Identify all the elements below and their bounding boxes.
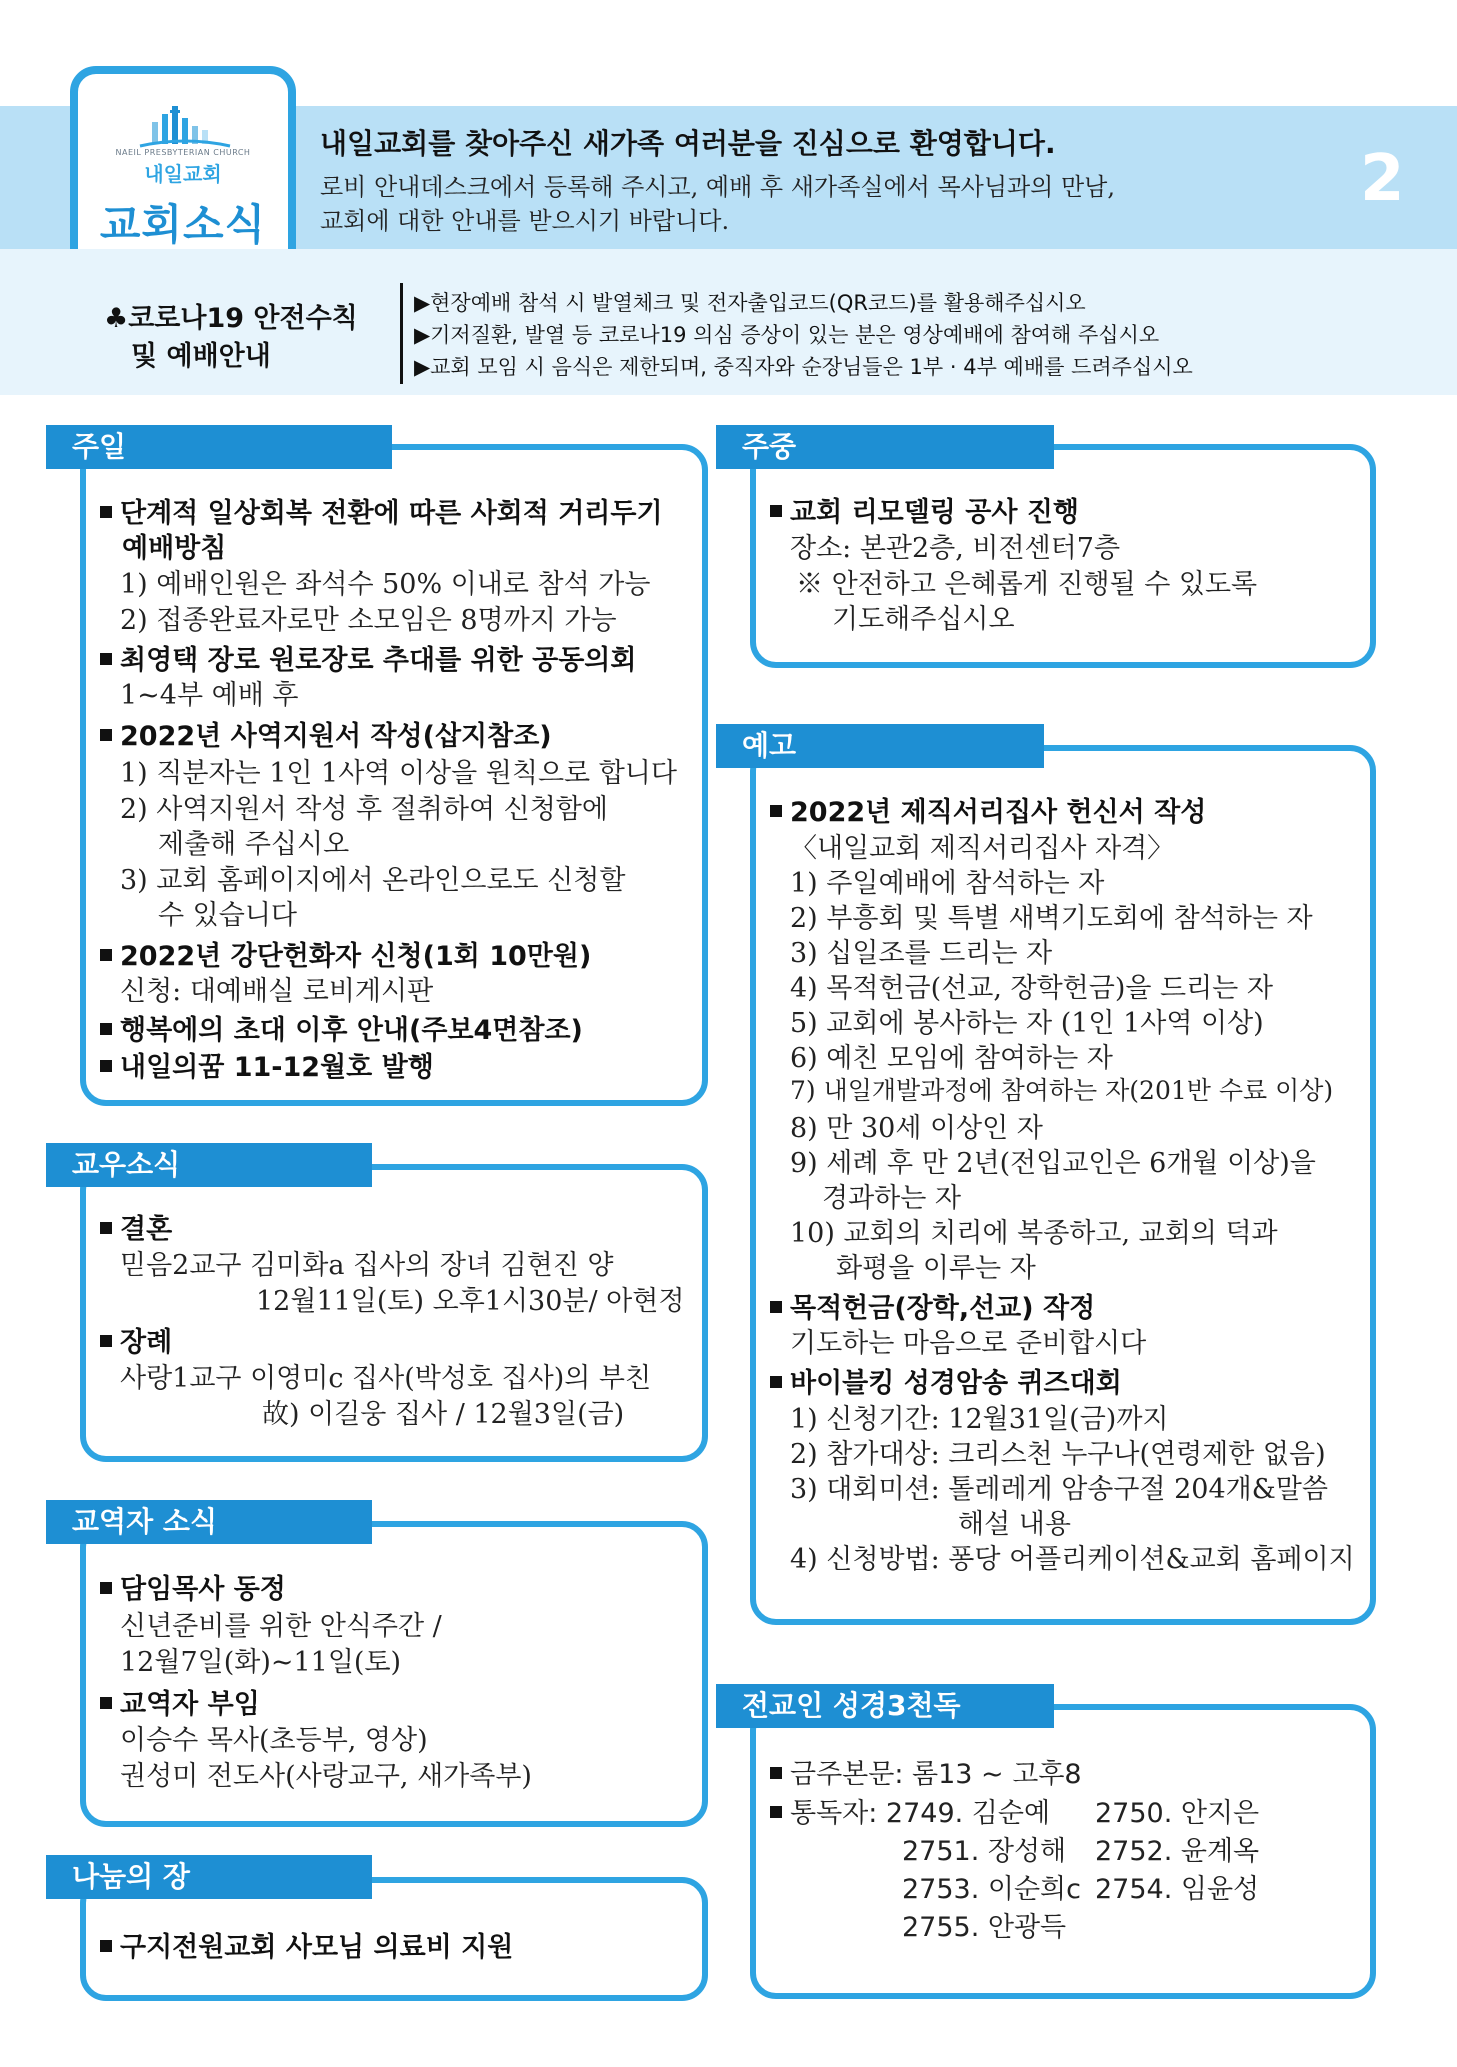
page-number: 2 xyxy=(1360,142,1405,216)
juil-item-text: 2) 접종완료자로만 소모임은 8명까지 가능 xyxy=(120,605,617,636)
jeongyoin-reader: 2750. 안지은 xyxy=(1095,1798,1260,1829)
welcome-text-line-1: 로비 안내데스크에서 등록해 주시고, 예배 후 새가족실에서 목사님과의 만남, xyxy=(320,173,1115,201)
yego-item-text: 8) 만 30세 이상인 자 xyxy=(790,1113,1043,1144)
juil-item-heading: 최영택 장로 원로장로 추대를 위한 공동의회 xyxy=(100,638,636,677)
section-yego-title: 예고 xyxy=(716,724,1044,768)
gyowoo-item-text: 12월11일(토) 오후1시30분/ 아현정 xyxy=(256,1286,685,1317)
church-logo-icon xyxy=(130,96,240,156)
bullet-icon xyxy=(770,505,782,517)
jeongyoin-reader: 2755. 안광득 xyxy=(902,1912,1067,1943)
jujung-item-heading: 교회 리모델링 공사 진행 xyxy=(770,490,1079,529)
gyoyeokja-item-heading: 담임목사 동정 xyxy=(100,1567,286,1606)
bullet-icon xyxy=(100,1335,112,1347)
section-gyowoo-title: 교우소식 xyxy=(46,1143,372,1187)
bullet-icon xyxy=(100,1697,112,1709)
yego-item-heading: 목적헌금(장학,선교) 작정 xyxy=(770,1286,1095,1325)
bullet-icon xyxy=(100,1582,112,1594)
juil-item-text: 제출해 주십시오 xyxy=(158,829,350,860)
corona-rule-3: ▶교회 모임 시 음식은 제한되며, 중직자와 순장님들은 1부 · 4부 예배를 드려주십시오 xyxy=(414,355,1193,379)
gyoyeokja-item-text: 신년준비를 위한 안식주간 / xyxy=(120,1611,442,1642)
bullet-icon xyxy=(770,805,782,817)
gyoyeokja-item-heading: 교역자 부임 xyxy=(100,1682,260,1721)
yego-item-text: 경과하는 자 xyxy=(822,1183,961,1214)
section-jeongyoin-title: 전교인 성경3천독 xyxy=(716,1684,1054,1728)
yego-item-text: 10) 교회의 치리에 복종하고, 교회의 덕과 xyxy=(790,1218,1278,1249)
juil-item-heading: 행복에의 초대 이후 안내(주보4면참조) xyxy=(100,1008,583,1047)
bullet-icon xyxy=(770,1301,782,1313)
jeongyoin-reader: 2753. 이순희c xyxy=(902,1874,1081,1905)
section-nanum-title: 나눔의 장 xyxy=(46,1855,372,1899)
yego-item-text: 5) 교회에 봉사하는 자 (1인 1사역 이상) xyxy=(790,1008,1264,1039)
gyoyeokja-item-text: 이승수 목사(초등부, 영상) xyxy=(120,1725,428,1756)
juil-item-heading: 2022년 강단헌화자 신청(1회 10만원) xyxy=(100,934,591,973)
juil-item-text: 1) 예배인원은 좌석수 50% 이내로 참석 가능 xyxy=(120,569,651,600)
logo-box xyxy=(70,66,296,278)
bullet-icon xyxy=(100,1023,112,1035)
yego-item-text: 3) 십일조를 드리는 자 xyxy=(790,938,1053,969)
yego-item-text: 3) 대회미션: 톨레레게 암송구절 204개&말씀 xyxy=(790,1474,1328,1505)
corona-divider xyxy=(400,283,403,384)
yego-item-text: 6) 예친 모임에 참여하는 자 xyxy=(790,1043,1113,1074)
jeongyoin-reader: 2754. 임윤성 xyxy=(1095,1874,1260,1905)
corona-rule-1: ▶현장예배 참석 시 발열체크 및 전자출입코드(QR코드)를 활용해주십시오 xyxy=(414,291,1086,315)
bullet-icon xyxy=(770,1376,782,1388)
gyowoo-item-heading: 장례 xyxy=(100,1320,172,1359)
yego-item-heading: 2022년 제직서리집사 헌신서 작성 xyxy=(770,790,1206,829)
bullet-icon xyxy=(100,1060,112,1072)
yego-item-text: 기도하는 마음으로 준비합시다 xyxy=(790,1328,1147,1359)
yego-item-text: 1) 신청기간: 12월31일(금)까지 xyxy=(790,1404,1169,1435)
bullet-icon xyxy=(100,506,112,518)
yego-item-text: 2) 참가대상: 크리스천 누구나(연령제한 없음) xyxy=(790,1439,1326,1470)
corona-subtitle: 및 예배안내 xyxy=(131,341,271,372)
bullet-icon xyxy=(100,653,112,665)
gyowoo-item-text: 믿음2교구 김미화a 집사의 장녀 김현진 양 xyxy=(120,1250,614,1281)
juil-item-heading: 내일의꿈 11-12월호 발행 xyxy=(100,1045,434,1084)
juil-item-heading: 2022년 사역지원서 작성(삽지참조) xyxy=(100,714,552,753)
yego-item-text: 7) 내일개발과정에 참여하는 자(201반 수료 이상) xyxy=(790,1076,1334,1105)
yego-item-heading: 바이블킹 성경암송 퀴즈대회 xyxy=(770,1361,1122,1400)
nanum-item-heading: 구지전원교회 사모님 의료비 지원 xyxy=(100,1925,513,1964)
jeongyoin-reader: 2752. 윤계옥 xyxy=(1095,1836,1260,1867)
jeongyoin-reader-label: 통독자: 2749. 김순예 xyxy=(770,1791,1050,1830)
jujung-item-text: ※ 안전하고 은혜롭게 진행될 수 있도록 xyxy=(796,569,1258,600)
yego-item-text: 화평을 이루는 자 xyxy=(836,1253,1036,1284)
section-gyoyeokja-title: 교역자 소식 xyxy=(46,1500,372,1544)
juil-item-text: 신청: 대예배실 로비게시판 xyxy=(120,976,434,1007)
juil-item-text: 2) 사역지원서 작성 후 절취하여 신청함에 xyxy=(120,794,608,825)
juil-item-text: 1) 직분자는 1인 1사역 이상을 원칙으로 합니다 xyxy=(120,758,677,789)
gyowoo-item-text: 사랑1교구 이영미c 집사(박성호 집사)의 부친 xyxy=(120,1363,652,1394)
bullet-icon xyxy=(100,949,112,961)
yego-item-text: 9) 세례 후 만 2년(전입교인은 6개월 이상)을 xyxy=(790,1148,1316,1179)
welcome-title: 내일교회를 찾아주신 새가족 여러분을 진심으로 환영합니다. xyxy=(320,127,1056,160)
jeongyoin-reading-passage: 금주본문: 롬13 ~ 고후8 xyxy=(770,1752,1082,1791)
gyoyeokja-item-text: 권성미 전도사(사랑교구, 새가족부) xyxy=(120,1761,532,1792)
logo-text: 내일교회 xyxy=(144,162,222,186)
section-juil-title: 주일 xyxy=(46,425,392,469)
corona-rule-2: ▶기저질환, 발열 등 코로나19 의심 증상이 있는 분은 영상예배에 참여해 주십시오 xyxy=(414,323,1160,347)
yego-item-text: 해설 내용 xyxy=(958,1509,1071,1540)
welcome-text-line-2: 교회에 대한 안내를 받으시기 바랍니다. xyxy=(320,207,730,235)
bullet-icon xyxy=(100,729,112,741)
jujung-item-text: 장소: 본관2층, 비전센터7층 xyxy=(790,533,1121,564)
yego-item-text: 4) 신청방법: 퐁당 어플리케이션&교회 홈페이지 xyxy=(790,1544,1355,1575)
gyowoo-item-heading: 결혼 xyxy=(100,1207,172,1246)
section-jujung-title: 주중 xyxy=(716,425,1054,469)
yego-item-text: 1) 주일예배에 참석하는 자 xyxy=(790,868,1105,899)
corona-title: ♣코로나19 안전수칙 xyxy=(104,303,358,334)
juil-item-text: 3) 교회 홈페이지에서 온라인으로도 신청할 xyxy=(120,865,626,896)
page-title: 교회소식 xyxy=(99,200,267,249)
juil-item-heading: 단계적 일상회복 전환에 따른 사회적 거리두기 xyxy=(100,491,663,530)
jeongyoin-reader: 2751. 장성해 xyxy=(902,1836,1067,1867)
bullet-icon xyxy=(770,1767,782,1779)
bullet-icon xyxy=(770,1806,782,1818)
juil-item-heading-cont: 예배방침 xyxy=(122,533,227,564)
logo-subtitle: NAEIL PRESBYTERIAN CHURCH xyxy=(115,148,251,157)
yego-item-text: 4) 목적헌금(선교, 장학헌금)을 드리는 자 xyxy=(790,973,1273,1004)
bullet-icon xyxy=(100,1222,112,1234)
yego-item-text: 〈내일교회 제직서리집사 자격〉 xyxy=(790,833,1175,864)
jujung-item-text: 기도해주십시오 xyxy=(832,604,1015,635)
yego-item-text: 2) 부흥회 및 특별 새벽기도회에 참석하는 자 xyxy=(790,903,1313,934)
bullet-icon xyxy=(100,1940,112,1952)
juil-item-text: 1~4부 예배 후 xyxy=(120,680,299,711)
juil-item-text: 수 있습니다 xyxy=(158,900,297,931)
gyoyeokja-item-text: 12월7일(화)~11일(토) xyxy=(120,1647,402,1678)
gyowoo-item-text: 故) 이길웅 집사 / 12월3일(금) xyxy=(262,1399,625,1430)
